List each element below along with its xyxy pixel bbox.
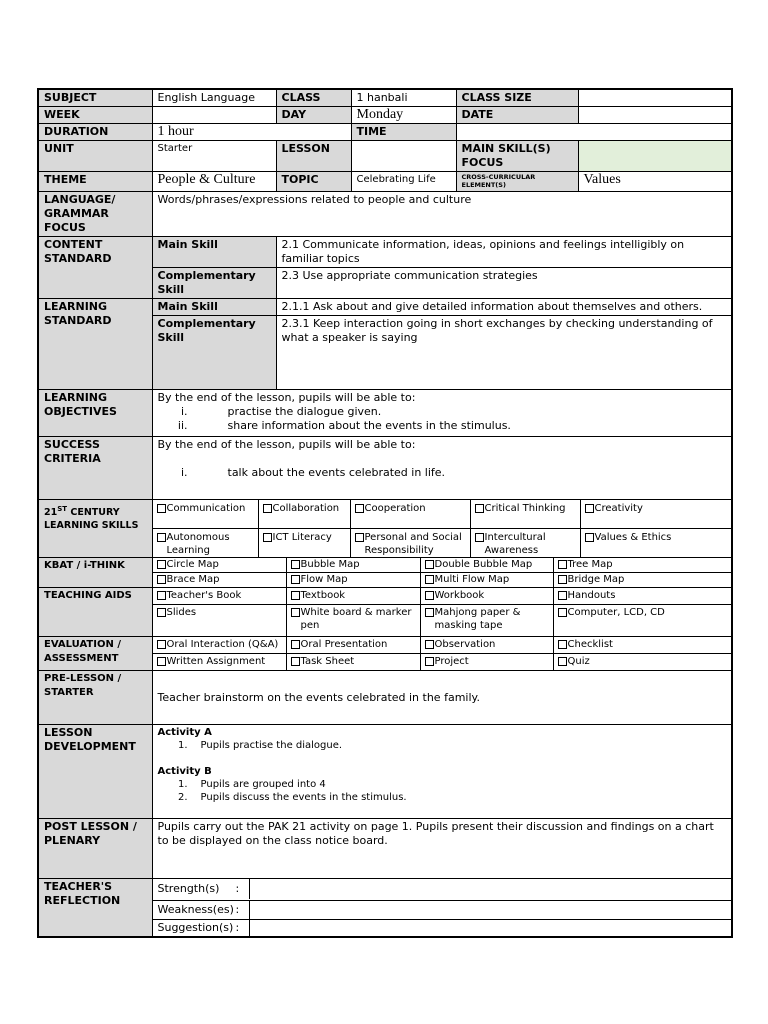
skill-label: Autonomous Learning xyxy=(166,532,230,556)
checkbox-icon[interactable] xyxy=(157,504,166,513)
kbat-checkbox[interactable] xyxy=(153,572,287,587)
class-size-value xyxy=(578,89,732,107)
item-num: 1. xyxy=(177,779,188,790)
evaluation-grid xyxy=(152,637,732,671)
content-comp-label: Complementary Skill xyxy=(152,268,276,299)
class-value: 1 hanbali xyxy=(351,89,456,107)
unit-label: UNIT xyxy=(38,141,152,172)
skills21-label xyxy=(38,500,152,558)
class-label: CLASS xyxy=(276,89,351,107)
kbat-checkbox[interactable] xyxy=(421,558,554,572)
day-label: DAY xyxy=(276,107,351,124)
colon: : xyxy=(235,903,240,916)
colon: : xyxy=(235,882,240,895)
eval-checkbox[interactable] xyxy=(287,653,421,670)
reflection-suggestion-row xyxy=(152,920,732,938)
reflection-strength-row xyxy=(152,879,732,901)
evaluation-label: EVALUATION / ASSESSMENT xyxy=(38,637,152,671)
cce-label: CROSS-CURRICULAR ELEMENT(S) xyxy=(456,172,578,192)
checkbox-icon[interactable] xyxy=(558,608,567,617)
checkbox-icon[interactable] xyxy=(157,575,166,584)
lesson-value xyxy=(351,141,456,172)
eval-checkbox[interactable] xyxy=(153,637,287,653)
aid-checkbox[interactable] xyxy=(554,604,731,636)
objective-item xyxy=(158,419,727,433)
theme-value: People & Culture xyxy=(152,172,276,192)
main-skill-focus-label: MAIN SKILL(S) FOCUS xyxy=(456,141,578,172)
checkbox-icon[interactable] xyxy=(558,640,567,649)
skills21-label-sup: ST xyxy=(57,505,68,513)
checkbox-icon[interactable] xyxy=(291,575,300,584)
aid-checkbox[interactable] xyxy=(421,604,554,636)
theme-label: THEME xyxy=(38,172,152,192)
objective-num: ii. xyxy=(177,419,188,432)
aid-option: Workbook xyxy=(434,590,485,601)
aid-option: Mahjong paper & masking tape xyxy=(434,607,521,631)
learning-comp-label: Complementary Skill xyxy=(152,316,276,390)
eval-checkbox[interactable] xyxy=(554,637,731,653)
item-text: Pupils practise the dialogue. xyxy=(200,740,343,751)
main-skill-focus-value xyxy=(578,141,732,172)
unit-value: Starter xyxy=(152,141,276,172)
development-content xyxy=(152,725,732,819)
skill-label: Intercultural Awareness xyxy=(484,532,546,556)
checkbox-icon[interactable] xyxy=(291,608,300,617)
aid-checkbox[interactable] xyxy=(287,588,421,604)
skill-label: Critical Thinking xyxy=(484,503,566,514)
activity-a-title: Activity A xyxy=(157,727,212,738)
checkbox-icon[interactable] xyxy=(475,533,484,542)
aid-checkbox[interactable] xyxy=(287,604,421,636)
cce-value: Values xyxy=(578,172,732,192)
eval-option: Quiz xyxy=(567,656,590,667)
checkbox-icon[interactable] xyxy=(157,640,166,649)
reflection-label: TEACHER'S REFLECTION xyxy=(38,879,152,938)
success-intro: By the end of the lesson, pupils will be able to: xyxy=(157,438,416,451)
checkbox-icon[interactable] xyxy=(291,640,300,649)
topic-label: TOPIC xyxy=(276,172,351,192)
aid-option: Slides xyxy=(166,607,197,618)
kbat-checkbox[interactable] xyxy=(421,572,554,587)
skill-label: Values & Ethics xyxy=(594,532,672,543)
checkbox-icon[interactable] xyxy=(425,657,434,666)
teaching-aids-grid xyxy=(152,588,732,637)
lesson-plan-table xyxy=(37,88,733,938)
learning-main-label: Main Skill xyxy=(152,299,276,316)
eval-option: Checklist xyxy=(567,639,613,650)
content-main-value: 2.1 Communicate information, ideas, opinions and feelings intelligibly on familiar topics xyxy=(276,237,732,268)
item-num: 2. xyxy=(177,792,188,803)
skill-checkbox[interactable] xyxy=(259,529,351,557)
duration-label: DURATION xyxy=(38,124,152,141)
week-label: WEEK xyxy=(38,107,152,124)
content-main-label: Main Skill xyxy=(152,237,276,268)
aid-option: Teacher's Book xyxy=(166,590,242,601)
objectives-content xyxy=(152,390,732,437)
skill-label: Collaboration xyxy=(272,503,340,514)
weakness-label: Weakness(es) xyxy=(157,903,234,916)
skill-label: Personal and Social Responsibility xyxy=(364,532,462,556)
checkbox-icon[interactable] xyxy=(425,591,434,600)
checkbox-icon[interactable] xyxy=(475,504,484,513)
language-focus-label: LANGUAGE/ GRAMMAR FOCUS xyxy=(38,192,152,237)
skill-checkbox[interactable] xyxy=(351,500,471,529)
eval-option: Oral Interaction (Q&A) xyxy=(166,639,279,650)
eval-checkbox[interactable] xyxy=(287,637,421,653)
duration-value: 1 hour xyxy=(152,124,351,141)
aid-option: Handouts xyxy=(567,590,616,601)
day-value: Monday xyxy=(351,107,456,124)
teaching-aids-label: TEACHING AIDS xyxy=(38,588,152,637)
checkbox-icon[interactable] xyxy=(558,657,567,666)
eval-checkbox[interactable] xyxy=(421,653,554,670)
eval-option: Observation xyxy=(434,639,496,650)
kbat-grid xyxy=(152,558,732,588)
colon: : xyxy=(235,921,240,934)
learning-standard-label: LEARNING STANDARD xyxy=(38,299,152,390)
kbat-option: Multi Flow Map xyxy=(434,574,510,585)
aid-checkbox[interactable] xyxy=(421,588,554,604)
skill-checkbox[interactable] xyxy=(153,500,259,529)
suggestion-field[interactable] xyxy=(250,920,732,936)
learning-comp-value: 2.3.1 Keep interaction going in short exchanges by checking understanding of what a speaker is saying xyxy=(276,316,732,390)
aid-checkbox[interactable] xyxy=(153,588,287,604)
checkbox-icon[interactable] xyxy=(157,608,166,617)
post-value: Pupils carry out the PAK 21 activity on page 1. Pupils present their discussion and findings on a chart to be displayed on the class notice board. xyxy=(152,819,732,879)
skill-label: ICT Literacy xyxy=(272,532,332,543)
eval-checkbox[interactable] xyxy=(554,653,731,670)
aid-checkbox[interactable] xyxy=(153,604,287,636)
checkbox-icon[interactable] xyxy=(425,640,434,649)
skills21-label-b: CENTURY LEARNING SKILLS xyxy=(44,507,139,532)
activity-a-item xyxy=(158,739,727,752)
aid-option: White board & marker pen xyxy=(300,607,412,631)
checkbox-icon[interactable] xyxy=(291,560,300,569)
kbat-checkbox[interactable] xyxy=(287,572,421,587)
skill-label: Cooperation xyxy=(364,503,426,514)
date-value xyxy=(578,107,732,124)
prelesson-value: Teacher brainstorm on the events celebrated in the family. xyxy=(152,671,732,725)
checkbox-icon[interactable] xyxy=(291,657,300,666)
checkbox-icon[interactable] xyxy=(263,504,272,513)
subject-value: English Language xyxy=(152,89,276,107)
skills21-grid xyxy=(152,500,732,558)
content-standard-label: CONTENT STANDARD xyxy=(38,237,152,299)
success-label: SUCCESS CRITERIA xyxy=(38,437,152,500)
skill-checkbox[interactable] xyxy=(471,529,581,557)
class-size-label: CLASS SIZE xyxy=(456,89,578,107)
skill-checkbox[interactable] xyxy=(581,529,731,557)
checkbox-icon[interactable] xyxy=(425,608,434,617)
skill-label: Creativity xyxy=(594,503,643,514)
checkbox-icon[interactable] xyxy=(157,657,166,666)
checkbox-icon[interactable] xyxy=(263,533,272,542)
time-value xyxy=(456,124,732,141)
eval-checkbox[interactable] xyxy=(153,653,287,670)
date-label: DATE xyxy=(456,107,578,124)
kbat-option: Bridge Map xyxy=(567,574,625,585)
development-label: LESSON DEVELOPMENT xyxy=(38,725,152,819)
aid-option: Computer, LCD, CD xyxy=(567,607,665,618)
skill-label: Communication xyxy=(166,503,246,514)
prelesson-label: PRE-LESSON / STARTER xyxy=(38,671,152,725)
objective-text: share information about the events in the stimulus. xyxy=(227,419,511,432)
skills21-label-a: 21 xyxy=(44,507,58,519)
kbat-checkbox[interactable] xyxy=(554,558,731,572)
objective-item xyxy=(158,405,727,419)
kbat-option: Brace Map xyxy=(166,574,220,585)
kbat-option: Circle Map xyxy=(166,559,219,570)
eval-option: Project xyxy=(434,656,469,667)
eval-option: Written Assignment xyxy=(166,656,266,667)
objective-text: practise the dialogue given. xyxy=(227,405,382,418)
eval-checkbox[interactable] xyxy=(421,637,554,653)
kbat-checkbox[interactable] xyxy=(554,572,731,587)
week-value xyxy=(152,107,276,124)
eval-option: Task Sheet xyxy=(300,656,355,667)
kbat-checkbox[interactable] xyxy=(287,558,421,572)
success-text: talk about the events celebrated in life. xyxy=(227,466,446,479)
checkbox-icon[interactable] xyxy=(558,560,567,569)
kbat-label: KBAT / i-THINK xyxy=(38,558,152,588)
checkbox-icon[interactable] xyxy=(585,533,594,542)
checkbox-icon[interactable] xyxy=(558,575,567,584)
skill-checkbox[interactable] xyxy=(153,529,259,557)
objective-num: i. xyxy=(180,405,188,418)
lesson-plan xyxy=(37,88,731,938)
skill-checkbox[interactable] xyxy=(581,500,731,529)
reflection-weakness-row xyxy=(152,901,732,920)
objectives-label: LEARNING OBJECTIVES xyxy=(38,390,152,437)
item-num: 1. xyxy=(177,740,188,751)
success-num: i. xyxy=(180,466,188,479)
content-comp-value: 2.3 Use appropriate communication strategies xyxy=(276,268,732,299)
skill-checkbox[interactable] xyxy=(351,529,471,557)
checkbox-icon[interactable] xyxy=(157,533,166,542)
item-text: Pupils are grouped into 4 xyxy=(200,779,326,790)
skill-checkbox[interactable] xyxy=(259,500,351,529)
post-label: POST LESSON / PLENARY xyxy=(38,819,152,879)
skill-checkbox[interactable] xyxy=(471,500,581,529)
learning-main-value: 2.1.1 Ask about and give detailed information about themselves and others. xyxy=(276,299,732,316)
kbat-checkbox[interactable] xyxy=(153,558,287,572)
kbat-option: Bubble Map xyxy=(300,559,360,570)
checkbox-icon[interactable] xyxy=(355,504,364,513)
kbat-option: Tree Map xyxy=(567,559,613,570)
kbat-option: Double Bubble Map xyxy=(434,559,533,570)
aid-option: Textbook xyxy=(300,590,346,601)
objectives-intro: By the end of the lesson, pupils will be able to: xyxy=(157,391,416,404)
checkbox-icon[interactable] xyxy=(585,504,594,513)
suggestion-label: Suggestion(s) xyxy=(157,921,234,934)
item-text: Pupils discuss the events in the stimulus. xyxy=(200,792,407,803)
kbat-option: Flow Map xyxy=(300,574,348,585)
eval-option: Oral Presentation xyxy=(300,639,388,650)
language-focus-value: Words/phrases/expressions related to people and culture xyxy=(152,192,732,237)
checkbox-icon[interactable] xyxy=(157,560,166,569)
checkbox-icon[interactable] xyxy=(558,591,567,600)
checkbox-icon[interactable] xyxy=(157,591,166,600)
weakness-field[interactable] xyxy=(250,901,732,919)
activity-b-item xyxy=(158,791,727,804)
lesson-label: LESSON xyxy=(276,141,351,172)
checkbox-icon[interactable] xyxy=(425,560,434,569)
success-item xyxy=(158,466,727,480)
aid-checkbox[interactable] xyxy=(554,588,731,604)
strength-label: Strength(s) xyxy=(157,882,220,895)
topic-value: Celebrating Life xyxy=(351,172,456,192)
strength-field[interactable] xyxy=(250,879,732,899)
checkbox-icon[interactable] xyxy=(425,575,434,584)
time-label: TIME xyxy=(351,124,456,141)
success-content xyxy=(152,437,732,500)
checkbox-icon[interactable] xyxy=(291,591,300,600)
activity-b-item xyxy=(158,778,727,791)
subject-label: SUBJECT xyxy=(38,89,152,107)
checkbox-icon[interactable] xyxy=(355,533,364,542)
activity-b-title: Activity B xyxy=(157,766,212,777)
